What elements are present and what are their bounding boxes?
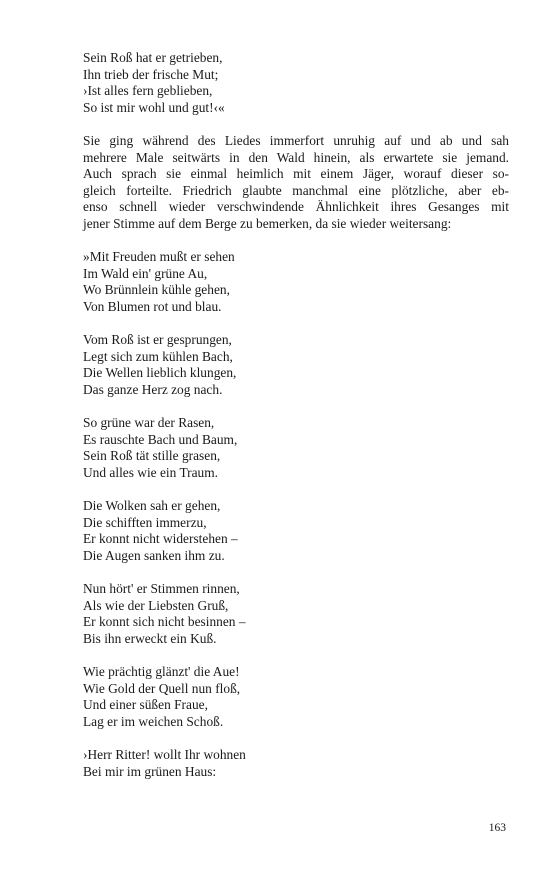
stanza-5: [83, 498, 509, 564]
prose-line: gleich forteilte. Friedrich glaubte manchmal eine plötzliche, aber eb-: [83, 182, 509, 198]
verse-line: Wie Gold der Quell nun floß,: [83, 680, 241, 696]
verse-line: Sein Roß tät stille grasen,: [83, 448, 221, 464]
stanza-8: [83, 747, 509, 780]
prose-line: enso schnell wieder verschwindende Ähnlichkeit ihres Gesanges mit: [83, 199, 509, 215]
verse-line: Die schifften immerzu,: [83, 514, 207, 530]
verse-line: Und einer süßen Fraue,: [83, 697, 208, 713]
verse-line: Von Blumen rot und blau.: [83, 298, 222, 314]
verse-line: Bei mir im grünen Haus:: [83, 763, 217, 779]
verse-line: ›Herr Ritter! wollt Ihr wohnen: [83, 746, 246, 762]
verse-line: »Mit Freuden mußt er sehen: [83, 249, 235, 265]
verse-line: Die Augen sanken ihm zu.: [83, 547, 225, 563]
verse-line: So grüne war der Rasen,: [83, 415, 215, 431]
stanza-7: [83, 664, 509, 730]
verse-line: Und alles wie ein Traum.: [83, 464, 219, 480]
verse-line: Legt sich zum kühlen Bach,: [83, 348, 233, 364]
verse-line: ›Ist alles fern geblieben,: [83, 83, 213, 99]
verse-line: Nun hört' er Stimmen rinnen,: [83, 581, 240, 596]
prose-paragraph: [83, 133, 509, 233]
verse-line: Das ganze Herz zog nach.: [83, 381, 223, 397]
prose-line: mehrere Male seitwärts in den Wald hinein, als erwartete sie jemand.: [83, 149, 509, 165]
verse-line: Er konnt nicht widerstehen –: [83, 531, 238, 547]
verse-line: Bis ihn erweckt ein Kuß.: [83, 630, 217, 646]
verse-line: Die Wolken sah er gehen,: [83, 498, 221, 514]
page-body: [83, 50, 509, 797]
stanza-2: [83, 249, 509, 315]
verse-line: Wie prächtig glänzt' die Aue!: [83, 663, 240, 679]
verse-line: Er konnt sich nicht besinnen –: [83, 614, 246, 630]
verse-line: Vom Roß ist er gesprungen,: [83, 332, 232, 348]
prose-line: jener Stimme auf dem Berge zu bemerken, da sie wieder weitersang:: [83, 215, 452, 231]
prose-line: Auch sprach sie einmal heimlich mit einem Jäger, worauf dieser so-: [83, 166, 509, 182]
stanza-1: [83, 50, 509, 116]
prose-line: Sie ging während des Liedes immerfort unruhig auf und ab und sah: [83, 132, 509, 148]
stanza-3: [83, 332, 509, 398]
verse-line: Sein Roß hat er getrieben,: [83, 50, 223, 65]
verse-line: Es rauschte Bach und Baum,: [83, 431, 238, 447]
verse-line: Ihn trieb der frische Mut;: [83, 66, 219, 82]
stanza-4: [83, 415, 509, 481]
verse-line: Im Wald ein' grüne Au,: [83, 265, 208, 281]
verse-line: Die Wellen lieblich klungen,: [83, 365, 237, 381]
stanza-6: [83, 581, 509, 647]
page-number: 163: [488, 822, 506, 834]
verse-line: So ist mir wohl und gut!‹«: [83, 99, 225, 115]
verse-line: Als wie der Liebsten Gruß,: [83, 597, 229, 613]
verse-line: Lag er im weichen Schoß.: [83, 713, 224, 729]
verse-line: Wo Brünnlein kühle gehen,: [83, 282, 230, 298]
